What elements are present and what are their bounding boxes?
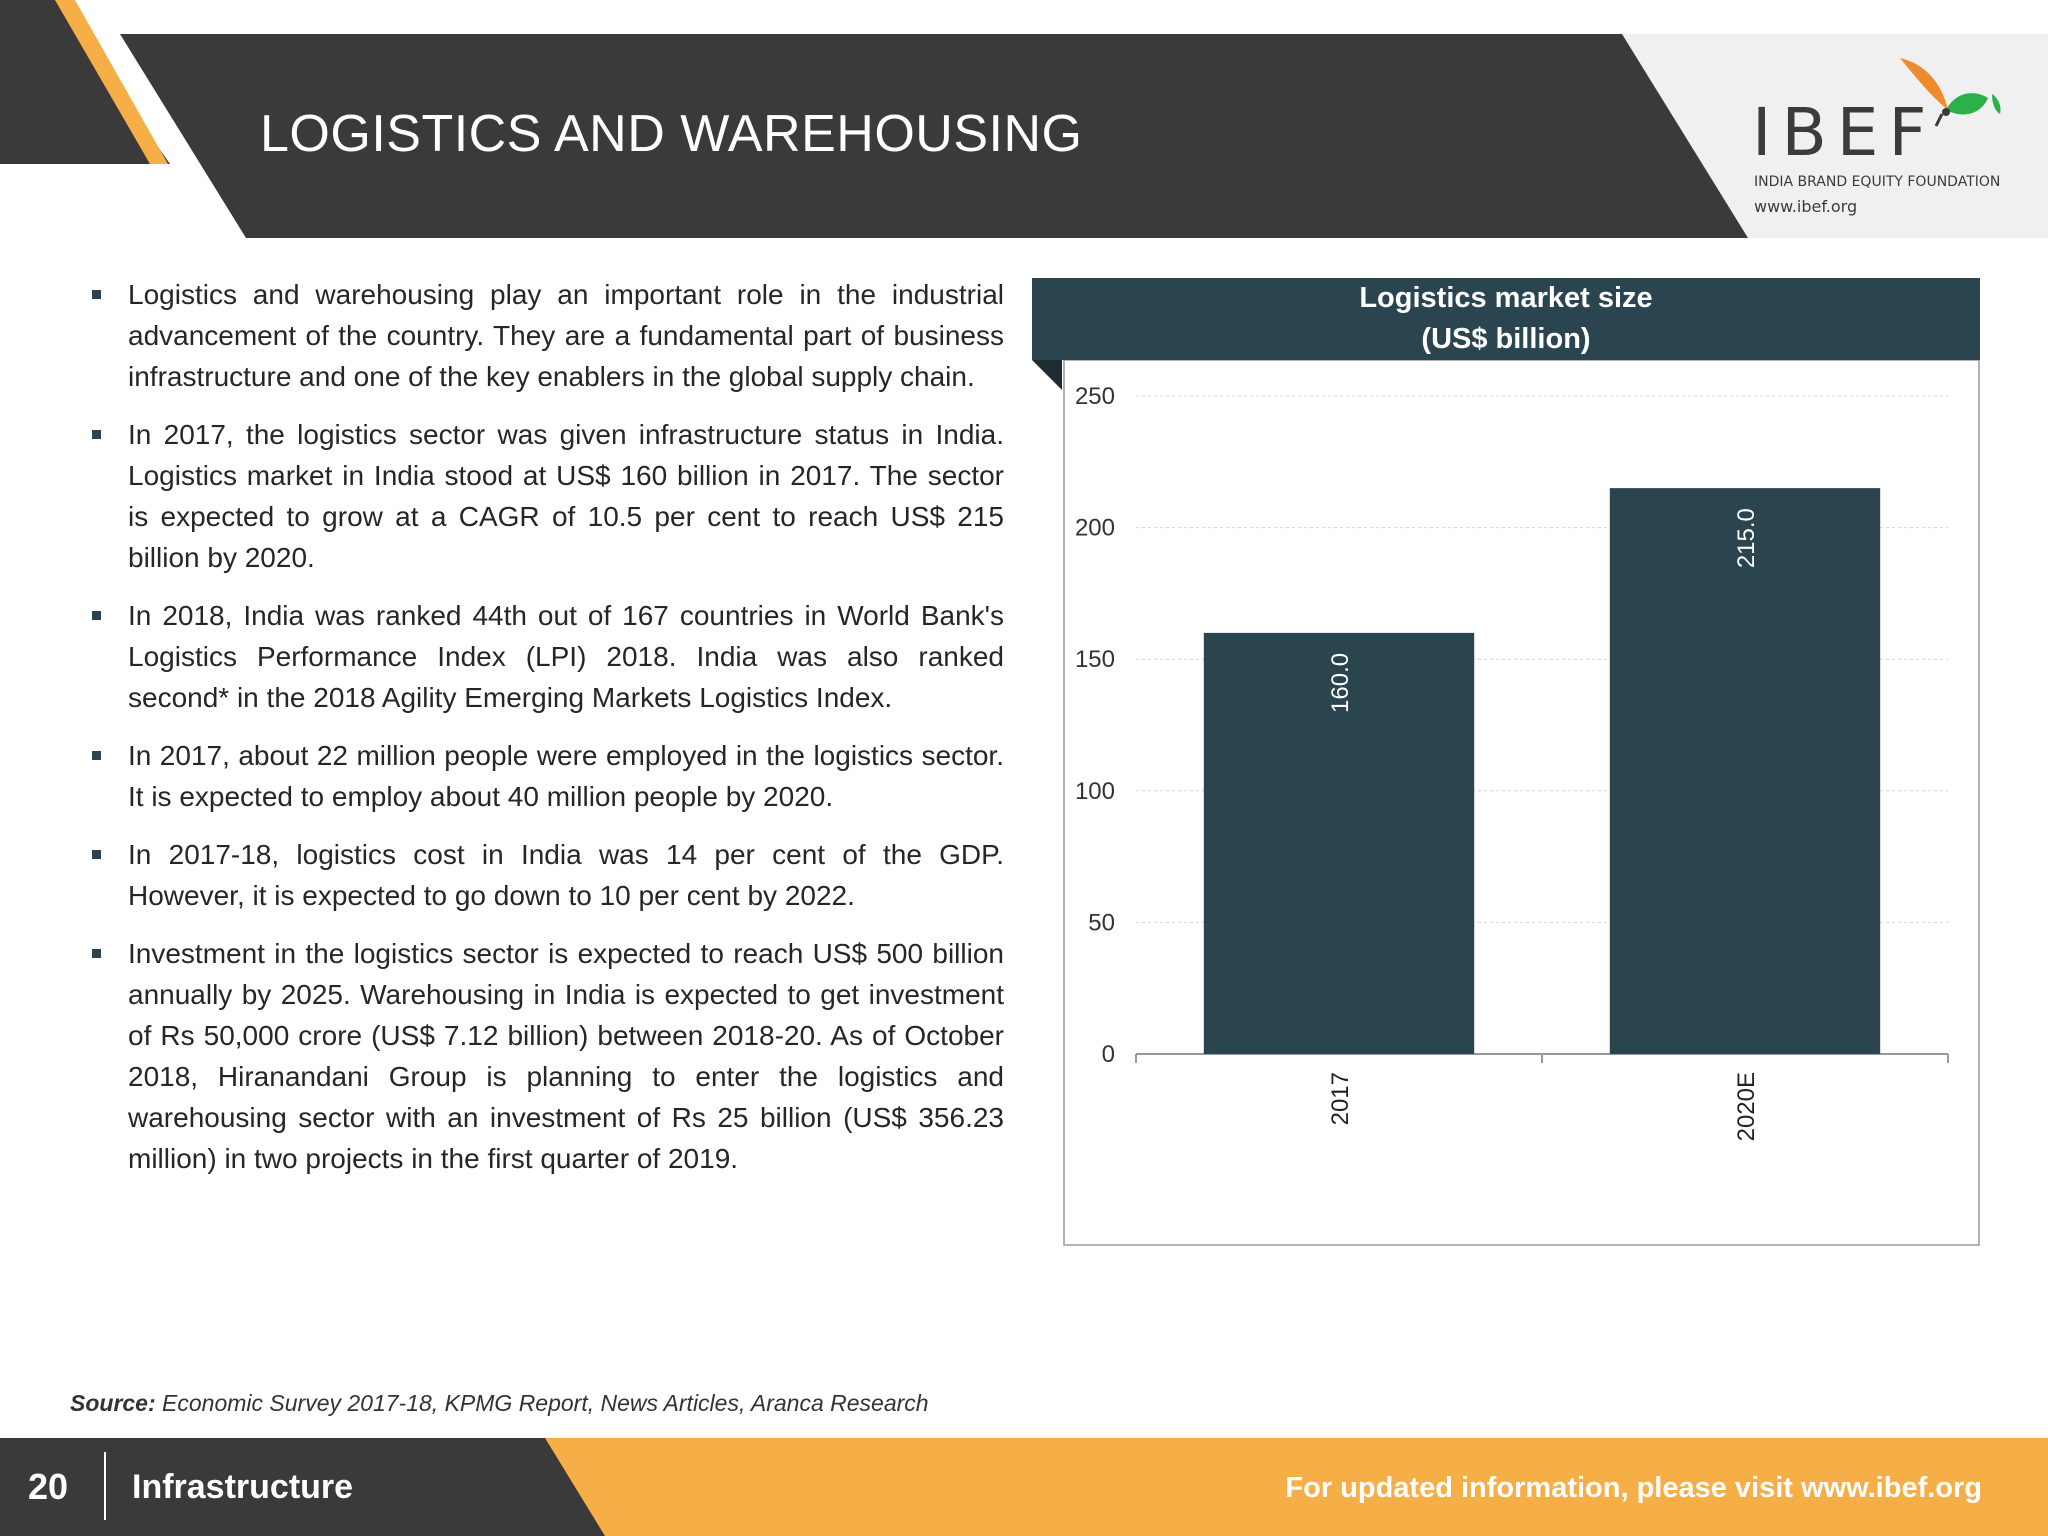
data-label: 215.0 [1733, 508, 1760, 569]
bullet-square-icon [92, 850, 101, 859]
data-label: 160.0 [1327, 652, 1354, 713]
list-item: In 2017-18, logistics cost in India was 14 per cent of the GDP. However, it is expected to go down to 10 per cent by 2022. [90, 834, 1004, 916]
bird-logo-icon [1896, 54, 2006, 154]
bullet-square-icon [92, 430, 101, 439]
list-item: In 2018, India was ranked 44th out of 167 countries in World Bank's Logistics Performance Index (LPI) 2018. India was also ranked second* in the 2018 Agility Emerging Markets Logistics Index. [90, 595, 1004, 718]
source-note [70, 1390, 929, 1417]
chart-title: Logistics market size [1359, 282, 1653, 314]
source-label: Source: [70, 1390, 156, 1416]
bullet-square-icon [92, 611, 101, 620]
list-item: Logistics and warehousing play an important role in the industrial advancement of the country. They are a fundamental part of business infrastructure and one of the key enablers in the global supply chain. [90, 274, 1004, 397]
footer-link[interactable]: For updated information, please visit www.ibef.org [1285, 1472, 1982, 1504]
list-item: In 2017, about 22 million people were employed in the logistics sector. It is expected to employ about 40 million people by 2020. [90, 735, 1004, 817]
bar-2020E [1610, 488, 1880, 1054]
ibef-logo: IBEF [1752, 94, 1937, 171]
page-number: 20 [28, 1466, 69, 1507]
bullet-square-icon [92, 949, 101, 958]
chart-subtitle: (US$ billion) [1421, 323, 1591, 355]
chart-corner-fold [1032, 360, 1062, 390]
x-tick-label: 2017 [1327, 1072, 1354, 1126]
bullet-square-icon [92, 290, 101, 299]
list-item: In 2017, the logistics sector was given infrastructure status in India. Logistics market in India stood at US$ 160 billion in 2017. The sector is expected to grow at a CAGR of 10.5 per cent to reach US$ 215 billion by 2020. [90, 414, 1004, 578]
y-tick-label: 250 [1074, 383, 1115, 410]
y-tick-label: 0 [1101, 1041, 1115, 1068]
bullet-square-icon [92, 751, 101, 760]
logo-url: www.ibef.org [1754, 197, 1858, 216]
bar-chart [1032, 360, 1980, 1246]
chart-title-box [1032, 278, 1980, 360]
footer-divider [104, 1452, 106, 1520]
y-tick-label: 50 [1088, 909, 1115, 937]
logo-tagline: INDIA BRAND EQUITY FOUNDATION [1754, 174, 2001, 190]
list-item: Investment in the logistics sector is expected to reach US$ 500 billion annually by 2025. Warehousing in India is expected to get investment of Rs 50,000 crore (US$ 7.12 billion) between 2018-20. As of October 2018, Hiranandani Group is planning to enter the logistics and warehousing sector with an investment of Rs 25 billion (US$ 356.23 million) in two projects in the first quarter of 2019. [90, 933, 1004, 1179]
page-title: LOGISTICS AND WAREHOUSING [260, 105, 1083, 163]
bullet-list [90, 274, 1004, 1196]
x-tick-label: 2020E [1733, 1072, 1760, 1142]
y-tick-label: 100 [1074, 777, 1115, 805]
y-tick-label: 200 [1074, 514, 1115, 542]
source-text: Economic Survey 2017-18, KPMG Report, News Articles, Aranca Research [162, 1390, 929, 1416]
y-tick-label: 150 [1074, 646, 1115, 674]
section-name: Infrastructure [132, 1468, 354, 1506]
